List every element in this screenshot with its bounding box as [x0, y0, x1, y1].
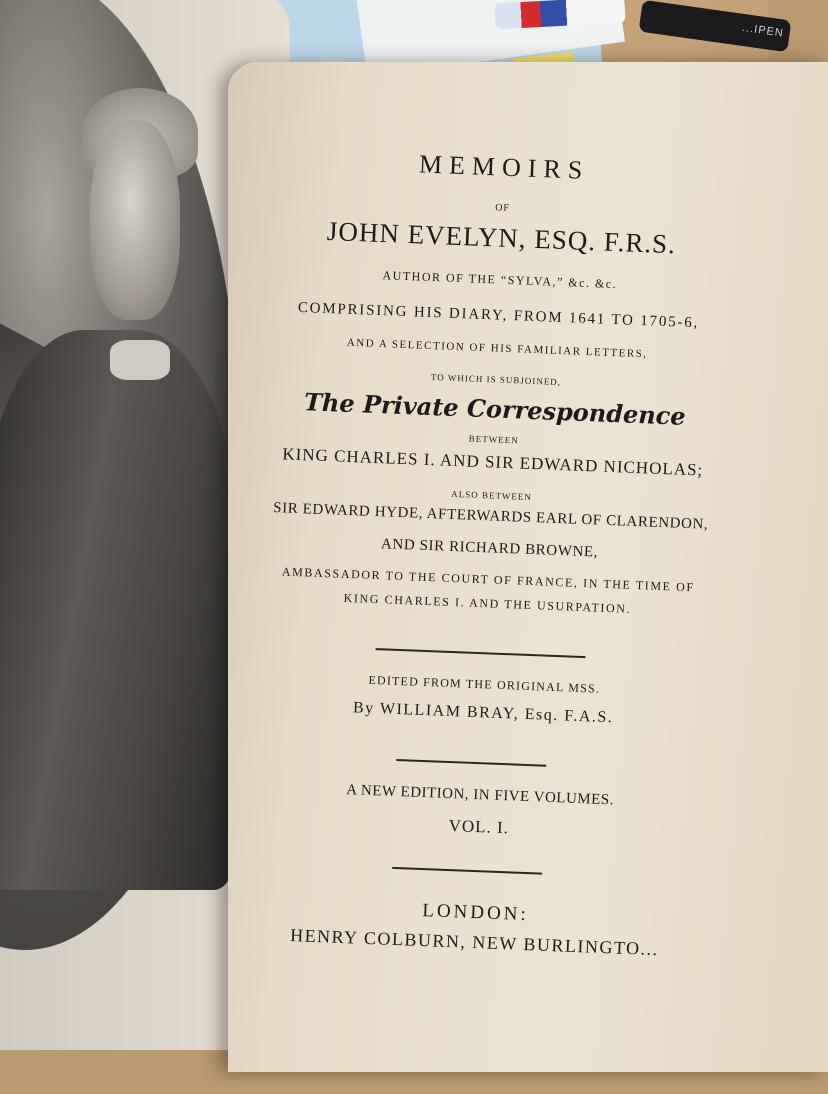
imprint-publisher: HENRY COLBURN, NEW BURLINGTO... — [289, 925, 659, 960]
volume-line: VOL. I. — [448, 816, 510, 838]
divider-rule — [392, 867, 542, 875]
portrait-face — [90, 120, 180, 320]
book-title: MEMOIRS — [418, 149, 590, 185]
marker-label: ...IPEN — [741, 21, 785, 40]
richard-browne-line: AND SIR RICHARD BROWNE, — [380, 536, 599, 561]
edition-line: A NEW EDITION, IN FIVE VOLUMES. — [345, 782, 615, 809]
title-page-text — [189, 62, 827, 1094]
title-page — [228, 62, 828, 1072]
edward-hyde-line: SIR EDWARD HYDE, AFTERWARDS EARL OF CLARENDON, — [272, 500, 709, 533]
comprising-line: COMPRISING HIS DIARY, FROM 1641 TO 1705-6, — [297, 299, 700, 332]
usurpation-line: KING CHARLES I. AND THE USURPATION. — [343, 590, 632, 616]
portrait-collar — [110, 340, 170, 380]
private-correspondence-heading: The Private Correspondence — [303, 387, 687, 431]
also-between-line: ALSO BETWEEN — [451, 488, 533, 502]
author-name: JOHN EVELYN, ESQ. F.R.S. — [326, 215, 677, 260]
between-line: BETWEEN — [468, 433, 519, 446]
divider-rule — [396, 759, 546, 767]
king-charles-line: KING CHARLES I. AND SIR EDWARD NICHOLAS; — [282, 444, 704, 480]
imprint-city: LONDON: — [421, 900, 530, 926]
author-works-line: AUTHOR OF THE “SYLVA,” &c. &c. — [382, 268, 618, 292]
edited-line: EDITED FROM THE ORIGINAL MSS. — [368, 672, 601, 696]
selection-line: AND A SELECTION OF HIS FAMILIAR LETTERS, — [346, 336, 648, 361]
subjoined-line: TO WHICH IS SUBJOINED, — [430, 372, 562, 388]
ambassador-line: AMBASSADOR TO THE COURT OF FRANCE, IN THE TIME OF — [281, 564, 695, 595]
editor-line: By WILLIAM BRAY, Esq. F.A.S. — [352, 699, 614, 727]
of-line: OF — [494, 202, 511, 214]
divider-rule — [376, 648, 586, 658]
